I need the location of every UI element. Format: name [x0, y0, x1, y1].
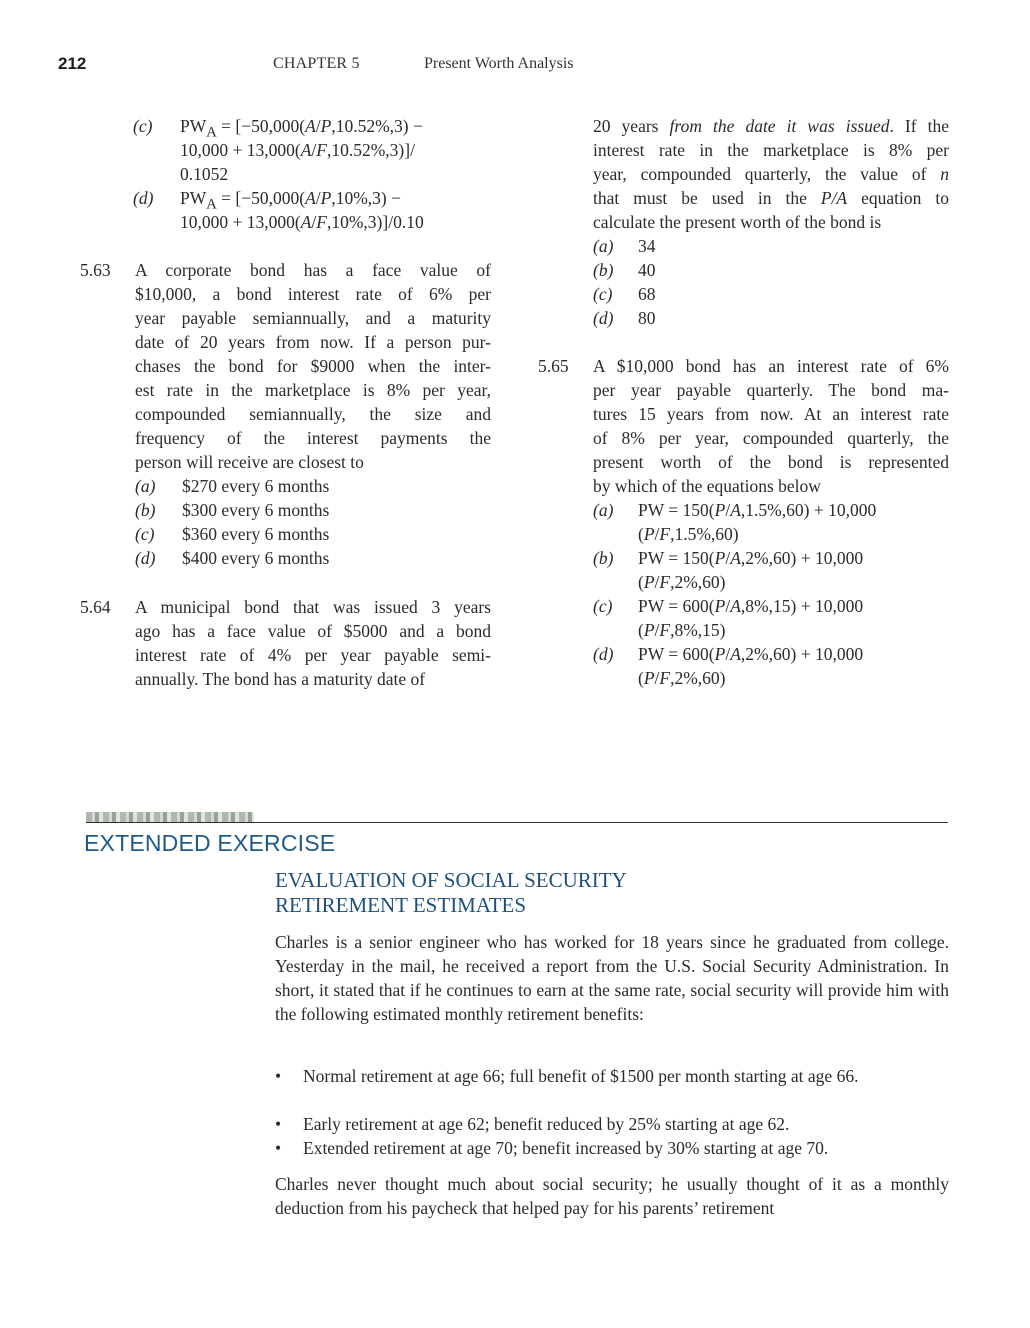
text-line: year payable semiannually, and a maturity: [135, 308, 491, 328]
text-line: of 8% per year, compounded quarterly, the: [593, 428, 949, 448]
text-line: A corporate bond has a face value of: [135, 260, 491, 280]
text-line: by which of the equations below: [593, 476, 821, 496]
option-text: PW = 600(P/A,2%,60) + 10,000: [638, 644, 864, 664]
option-line: $PW_A = [-50,000(A/P,10\%,3)$ −: [180, 188, 401, 213]
option-text: (P/F,1.5%,60): [638, 524, 739, 544]
text-line: A $10,000 bond has an interest rate of 6%: [593, 356, 949, 376]
text-line: calculate the present worth of the bond is: [593, 212, 882, 232]
text-line: interest rate of 4% per year payable semi-: [135, 645, 491, 665]
exercise-title-line: EVALUATION OF SOCIAL SECURITY: [275, 868, 627, 892]
option-letter: (a): [593, 236, 614, 256]
exercise-title: [275, 868, 627, 918]
bullet-icon: •: [275, 1138, 282, 1158]
option-letter: (d): [593, 308, 614, 328]
option-text: PW = 150(P/A,1.5%,60) + 10,000: [638, 500, 877, 520]
option-line: 10,000 + 13,000(A/F,10.52%,3)]/: [180, 140, 415, 160]
option-text: 34: [638, 236, 656, 256]
text-line: $10,000, a bond interest rate of 6% per: [135, 284, 491, 304]
text-line: tures 15 years from now. At an interest rate: [593, 404, 949, 424]
bullet-text: Early retirement at age 62; benefit reduced by 25% starting at age 62.: [303, 1114, 790, 1134]
option-letter: (b): [593, 548, 614, 568]
chapter-label: CHAPTER 5: [273, 55, 360, 72]
option-text: PW = 600(P/A,8%,15) + 10,000: [638, 596, 864, 616]
option-text: (P/F,8%,15): [638, 620, 726, 640]
text-line: that must be used in the P/A equation to: [593, 188, 949, 208]
bullet-icon: •: [275, 1066, 282, 1086]
text-line: date of 20 years from now. If a person pur-: [135, 332, 491, 352]
exercise-intro: Charles is a senior engineer who has worked for 18 years since he graduated from college. Yesterday in the mail, he received a report from the U.S. Social Security Administration. In short, it stated that if he continues to earn at the same rate, social security will provide him with the following estimated monthly retirement benefits:: [275, 932, 949, 1024]
text-line: ago has a face value of $5000 and a bond: [135, 621, 491, 641]
option-line: $PW_A = [-50,000(A/P,10.52\%,3)$ −: [180, 116, 423, 141]
option-letter: (c): [593, 596, 613, 616]
option-text: (P/F,2%,60): [638, 572, 726, 592]
option-letter: (b): [593, 260, 614, 280]
option-letter: (c): [133, 116, 153, 136]
option-text: PW = 150(P/A,2%,60) + 10,000: [638, 548, 864, 568]
running-title: Present Worth Analysis: [424, 55, 574, 72]
text-line: present worth of the bond is represented: [593, 452, 949, 472]
option-text: $300 every 6 months: [182, 500, 330, 520]
problem-number: 5.63: [80, 260, 111, 280]
problem-number: 5.65: [538, 356, 569, 376]
bullet-icon: •: [275, 1114, 282, 1134]
text-line: frequency of the interest payments the: [135, 428, 491, 448]
text-line: A municipal bond that was issued 3 years: [135, 597, 491, 617]
bullet-text: Normal retirement at age 66; full benefit of $1500 per month starting at age 66.: [303, 1066, 859, 1086]
option-text: 80: [638, 308, 656, 328]
text-line: chases the bond for $9000 when the inter-: [135, 356, 491, 376]
option-text: 40: [638, 260, 656, 280]
option-letter: (c): [593, 284, 613, 304]
exercise-closing: Charles never thought much about social security; he usually thought of it as a monthly deduction from his paycheck that helped pay for his parents’ retirement: [275, 1174, 949, 1218]
section-heading: EXTENDED EXERCISE: [84, 830, 336, 856]
option-text: $400 every 6 months: [182, 548, 330, 568]
option-text: $360 every 6 months: [182, 524, 330, 544]
option-line: 10,000 + 13,000(A/F,10%,3)]/0.10: [180, 212, 424, 232]
section-rule-decoration: [86, 812, 254, 822]
problem-number: 5.64: [80, 597, 111, 617]
option-letter: (a): [135, 476, 156, 496]
text-line: per year payable quarterly. The bond ma-: [593, 380, 949, 400]
text-line: compounded semiannually, the size and: [135, 404, 491, 424]
page-number: 212: [58, 54, 87, 73]
section-rule: [86, 822, 948, 823]
bullet-text: Extended retirement at age 70; benefit increased by 30% starting at age 70.: [303, 1138, 829, 1158]
option-letter: (b): [135, 500, 156, 520]
option-letter: (a): [593, 500, 614, 520]
option-line: 0.1052: [180, 164, 229, 184]
exercise-title-line: RETIREMENT ESTIMATES: [275, 893, 527, 917]
option-letter: (d): [133, 188, 154, 208]
text-line: 20 years from the date it was issued. If the: [593, 116, 949, 136]
option-text: $270 every 6 months: [182, 476, 330, 496]
option-letter: (c): [135, 524, 155, 544]
option-letter: (d): [135, 548, 156, 568]
text-line: year, compounded quarterly, the value of n: [593, 164, 949, 184]
text-line: est rate in the marketplace is 8% per year,: [135, 380, 491, 400]
option-text: (P/F,2%,60): [638, 668, 726, 688]
text-line: annually. The bond has a maturity date of: [135, 669, 426, 689]
option-text: 68: [638, 284, 656, 304]
text-line: person will receive are closest to: [135, 452, 364, 472]
option-letter: (d): [593, 644, 614, 664]
text-line: interest rate in the marketplace is 8% per: [593, 140, 949, 160]
